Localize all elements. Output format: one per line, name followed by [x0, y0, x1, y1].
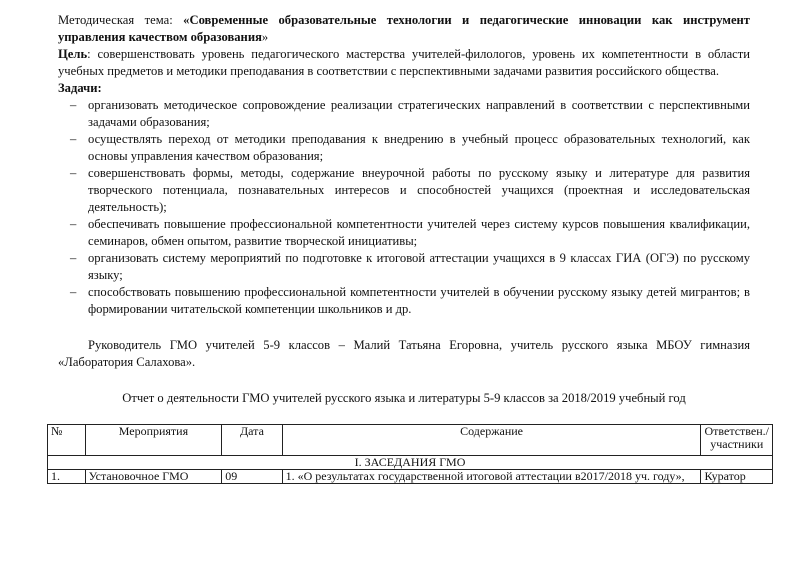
task-text: организовать систему мероприятий по подготовке к итоговой аттестации учащихся в 9 классах ГИА (ОГЭ) по русскому языку;: [88, 251, 750, 282]
task-item: [58, 165, 750, 216]
theme-title: Современные образовательные технологии и педагогические инновации как инструмент управления качеством образования: [58, 13, 750, 44]
cell-date: 09: [222, 470, 282, 484]
dash: –: [70, 166, 77, 180]
cell-content: 1. «О результатах государственной итоговой аттестации в2017/2018 уч. году»,: [282, 470, 701, 484]
task-text: совершенствовать формы, методы, содержание внеурочной работы по русскому языку и литературе для развития творческого потенциала, познавательных интересов и способностей учащихся (проектная и исследовательская деятельность);: [88, 166, 750, 214]
section-title: I. ЗАСЕДАНИЯ ГМО: [48, 456, 773, 470]
theme-label: Методическая тема:: [58, 13, 184, 27]
table-header-row: [48, 425, 773, 456]
header-content: Содержание: [282, 425, 701, 456]
methodical-theme: [58, 12, 750, 46]
header-responsible: Ответствен./ участники: [701, 425, 773, 456]
quote-close: »: [261, 30, 269, 44]
task-item: [58, 97, 750, 131]
header-events: Мероприятия: [85, 425, 222, 456]
dash: –: [70, 251, 77, 265]
cell-responsible: Куратор: [701, 470, 773, 484]
document-body: [58, 12, 750, 407]
header-date: Дата: [222, 425, 282, 456]
report-title: Отчет о деятельности ГМО учителей русского языка и литературы 5-9 классов за 2018/2019 учебный год: [122, 391, 686, 405]
dash: –: [70, 98, 77, 112]
goal: [58, 46, 750, 80]
dash: –: [70, 217, 77, 231]
header-number: №: [48, 425, 86, 456]
cell-number: 1.: [48, 470, 86, 484]
task-text: осуществлять переход от методики преподавания к внедрению в учебный процесс образовательных технологий, как основы управления качеством образования;: [88, 132, 750, 163]
tasks-label: Задачи:: [58, 81, 102, 95]
task-text: способствовать повышению профессиональной компетентности учителей в обучении русскому языку детей мигрантов; в формировании читательской компетенции школьников и др.: [88, 285, 750, 316]
tasks-list: [58, 97, 750, 318]
head-of-group: Руководитель ГМО учителей 5-9 классов – Малий Татьяна Егоровна, учитель русского языка МБОУ гимназия «Лаборатория Салахова».: [58, 338, 750, 369]
report-table: [47, 424, 773, 484]
dash: –: [70, 132, 77, 146]
quote-open: «: [183, 13, 190, 27]
table-row: [48, 470, 773, 484]
goal-text: : совершенствовать уровень педагогического мастерства учителей-филологов, уровень их компетентности в области учебных предметов и методики преподавания в соответствии с перспективными задачами развития российского общества.: [58, 47, 750, 78]
cell-event: Установочное ГМО: [85, 470, 222, 484]
goal-label: Цель: [58, 47, 88, 61]
task-item: [58, 216, 750, 250]
dash: –: [70, 285, 77, 299]
task-text: обеспечивать повышение профессиональной компетентности учителей через систему курсов повышения квалификации, семинаров, обмен опытом, развитие творческой инициативы;: [88, 217, 750, 248]
task-item: [58, 131, 750, 165]
task-item: [58, 250, 750, 284]
section-row: [48, 456, 773, 470]
task-item: [58, 284, 750, 318]
task-text: организовать методическое сопровождение реализации стратегических направлений в соответствии с перспективными задачами образования;: [88, 98, 750, 129]
